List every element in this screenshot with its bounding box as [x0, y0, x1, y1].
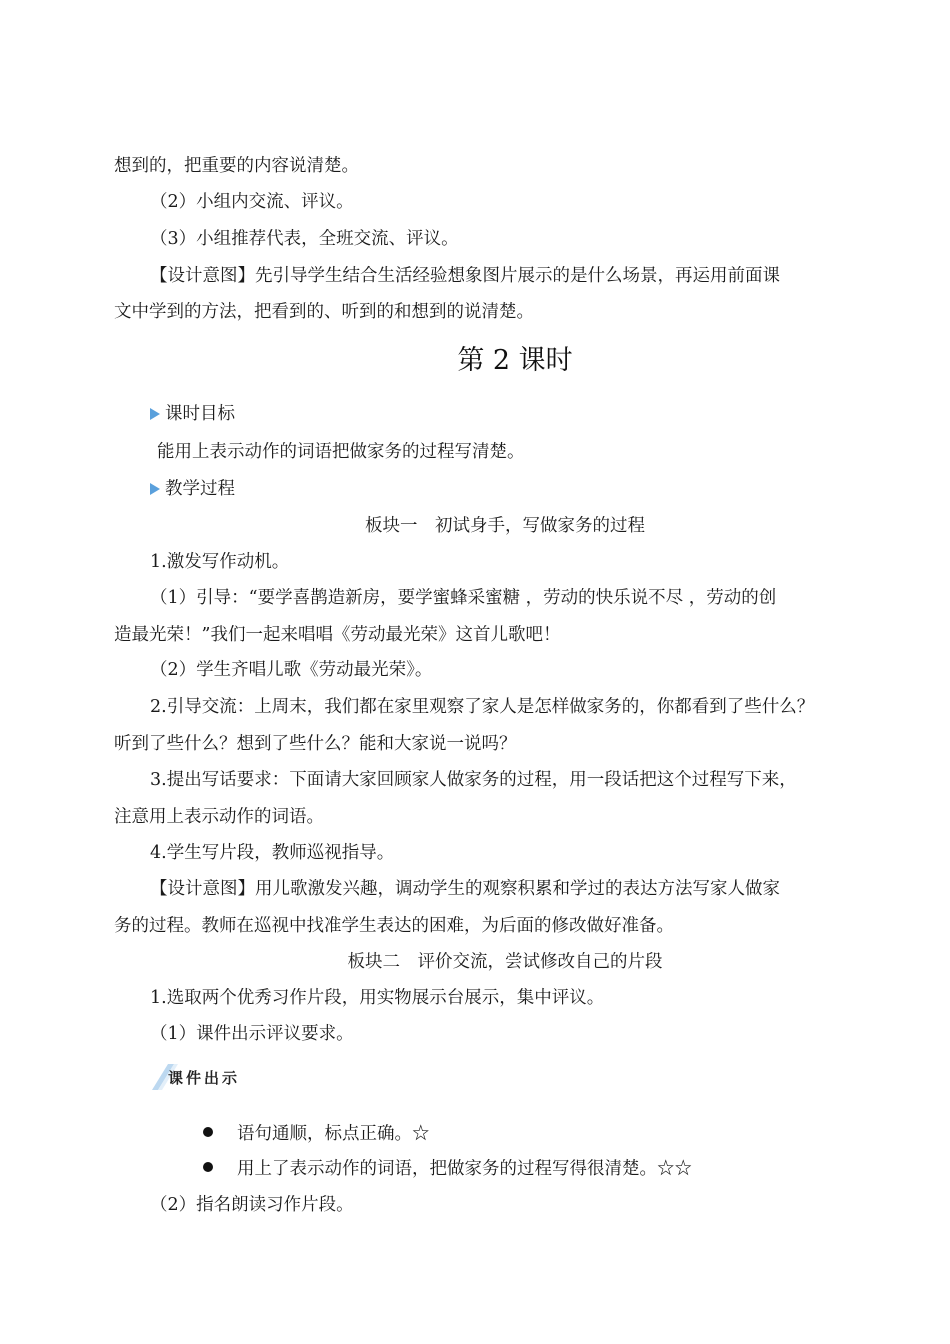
design-intent-line: 【设计意图】先引导学生结合生活经验想象图片展示的是什么场景，再运用前面课 [150, 266, 780, 286]
paragraph-line: （2）学生齐唱儿歌《劳动最光荣》。 [150, 660, 433, 680]
courseware-label: 课件出示 [168, 1069, 241, 1087]
lesson-title: 第 2 课时 [457, 345, 573, 376]
section-heading-label: 课时目标 [165, 404, 235, 424]
courseware-label-box [150, 1062, 260, 1092]
paragraph-line: （2）指名朗读习作片段。 [150, 1195, 354, 1215]
triangle-right-icon [150, 483, 160, 495]
paragraph-line: 1.激发写作动机。 [150, 552, 290, 572]
bullet-dot-icon [203, 1162, 213, 1172]
paragraph-line: 4.学生写片段，教师巡视指导。 [150, 843, 395, 863]
list-item-text: 语句通顺，标点正确。☆ [237, 1124, 430, 1144]
section-heading-objectives [150, 402, 235, 426]
design-intent-line: 【设计意图】用儿歌激发兴趣，调动学生的观察积累和学过的表达方法写家人做家 [150, 879, 780, 899]
list-item [203, 1157, 692, 1181]
paragraph-line: 听到了些什么？想到了些什么？能和大家说一说吗？ [114, 734, 517, 754]
design-intent-line: 务的过程。教师在巡视中找准学生表达的困难，为后面的修改做好准备。 [114, 916, 674, 936]
section-heading-process [150, 477, 235, 501]
paragraph-line: 造最光荣！”我们一起来唱唱《劳动最光荣》这首儿歌吧！ [114, 625, 561, 645]
section-heading-label: 教学过程 [165, 479, 235, 499]
paragraph-line: 注意用上表示动作的词语。 [114, 807, 324, 827]
paragraph-line: 2.引导交流：上周末，我们都在家里观察了家人是怎样做家务的，你都看到了些什么？ [150, 697, 815, 717]
design-intent-line: 文中学到的方法，把看到的、听到的和想到的说清楚。 [114, 302, 534, 322]
block-title: 板块一 初试身手，写做家务的过程 [365, 516, 645, 536]
paragraph-line: 1.选取两个优秀习作片段，用实物展示台展示，集中评议。 [150, 988, 605, 1008]
paragraph-line: （2）小组内交流、评议。 [150, 192, 354, 212]
paragraph-line: （1）引导：“要学喜鹊造新房，要学蜜蜂采蜜糖 ，劳动的快乐说不尽 ，劳动的创 [150, 588, 777, 608]
triangle-right-icon [150, 408, 160, 420]
paragraph-line: 想到的，把重要的内容说清楚。 [114, 156, 359, 176]
list-item-text: 用上了表示动作的词语，把做家务的过程写得很清楚。☆☆ [237, 1159, 692, 1179]
paragraph-line: （3）小组推荐代表，全班交流、评议。 [150, 229, 459, 249]
paragraph-line: （1）课件出示评议要求。 [150, 1024, 354, 1044]
list-item [203, 1122, 430, 1146]
bullet-dot-icon [203, 1127, 213, 1137]
objective-text: 能用上表示动作的词语把做家务的过程写清楚。 [157, 442, 525, 462]
paragraph-line: 3.提出写话要求：下面请大家回顾家人做家务的过程，用一段话把这个过程写下来， [150, 770, 797, 790]
block-title: 板块二 评价交流，尝试修改自己的片段 [347, 952, 663, 972]
